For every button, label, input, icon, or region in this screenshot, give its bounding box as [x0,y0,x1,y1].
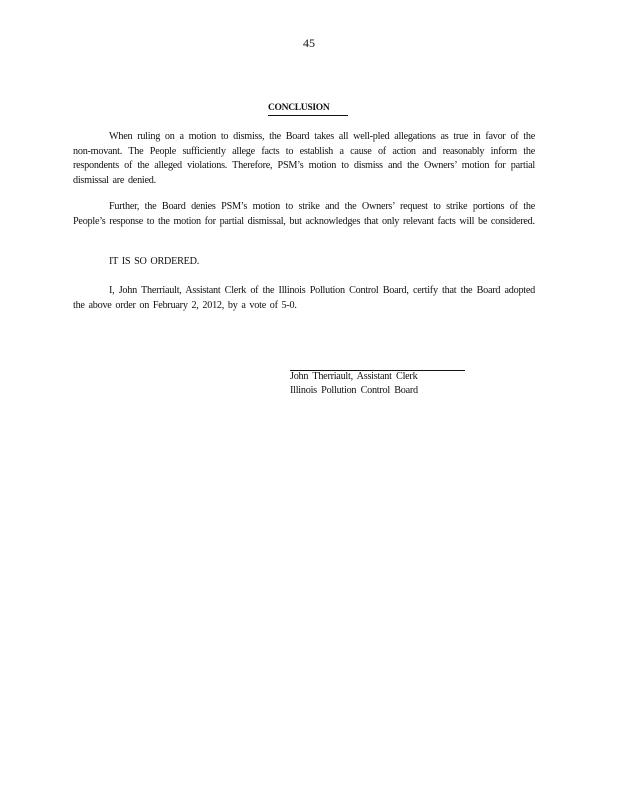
paragraph-ruling [73,130,535,188]
signature-name: John Therriault, Assistant Clerk [290,371,418,382]
paragraph-text: Further, the Board denies PSM’s motion to strike and the Owners’ request to strike portions of the People’s response to the motion for partial dismissal, but acknowledges that only relevant facts will be considered. [73,201,535,227]
paragraph-ordered [73,255,535,270]
paragraph-text: When ruling on a motion to dismiss, the Board takes all well-pled allegations as true in favor of the non-movant. The People sufficiently allege facts to establish a cause of action and reasonably inform the respondents of the alleged violations. Therefore, PSM’s motion to dismiss and the Owners’ motion for partial dismissal are denied. [73,131,535,186]
page-number: 45 [303,36,315,50]
paragraph-text: IT IS SO ORDERED. [109,256,200,267]
paragraph-strike [73,200,535,229]
signature-organization: Illinois Pollution Control Board [290,385,418,396]
paragraph-text: I, John Therriault, Assistant Clerk of the Illinois Pollution Control Board, certify that the Board adopted the above order on February 2, 2012, by a vote of 5-0. [73,285,535,311]
paragraph-certification [73,284,535,313]
section-heading: CONCLUSION [268,103,330,113]
heading-underline [268,115,348,116]
